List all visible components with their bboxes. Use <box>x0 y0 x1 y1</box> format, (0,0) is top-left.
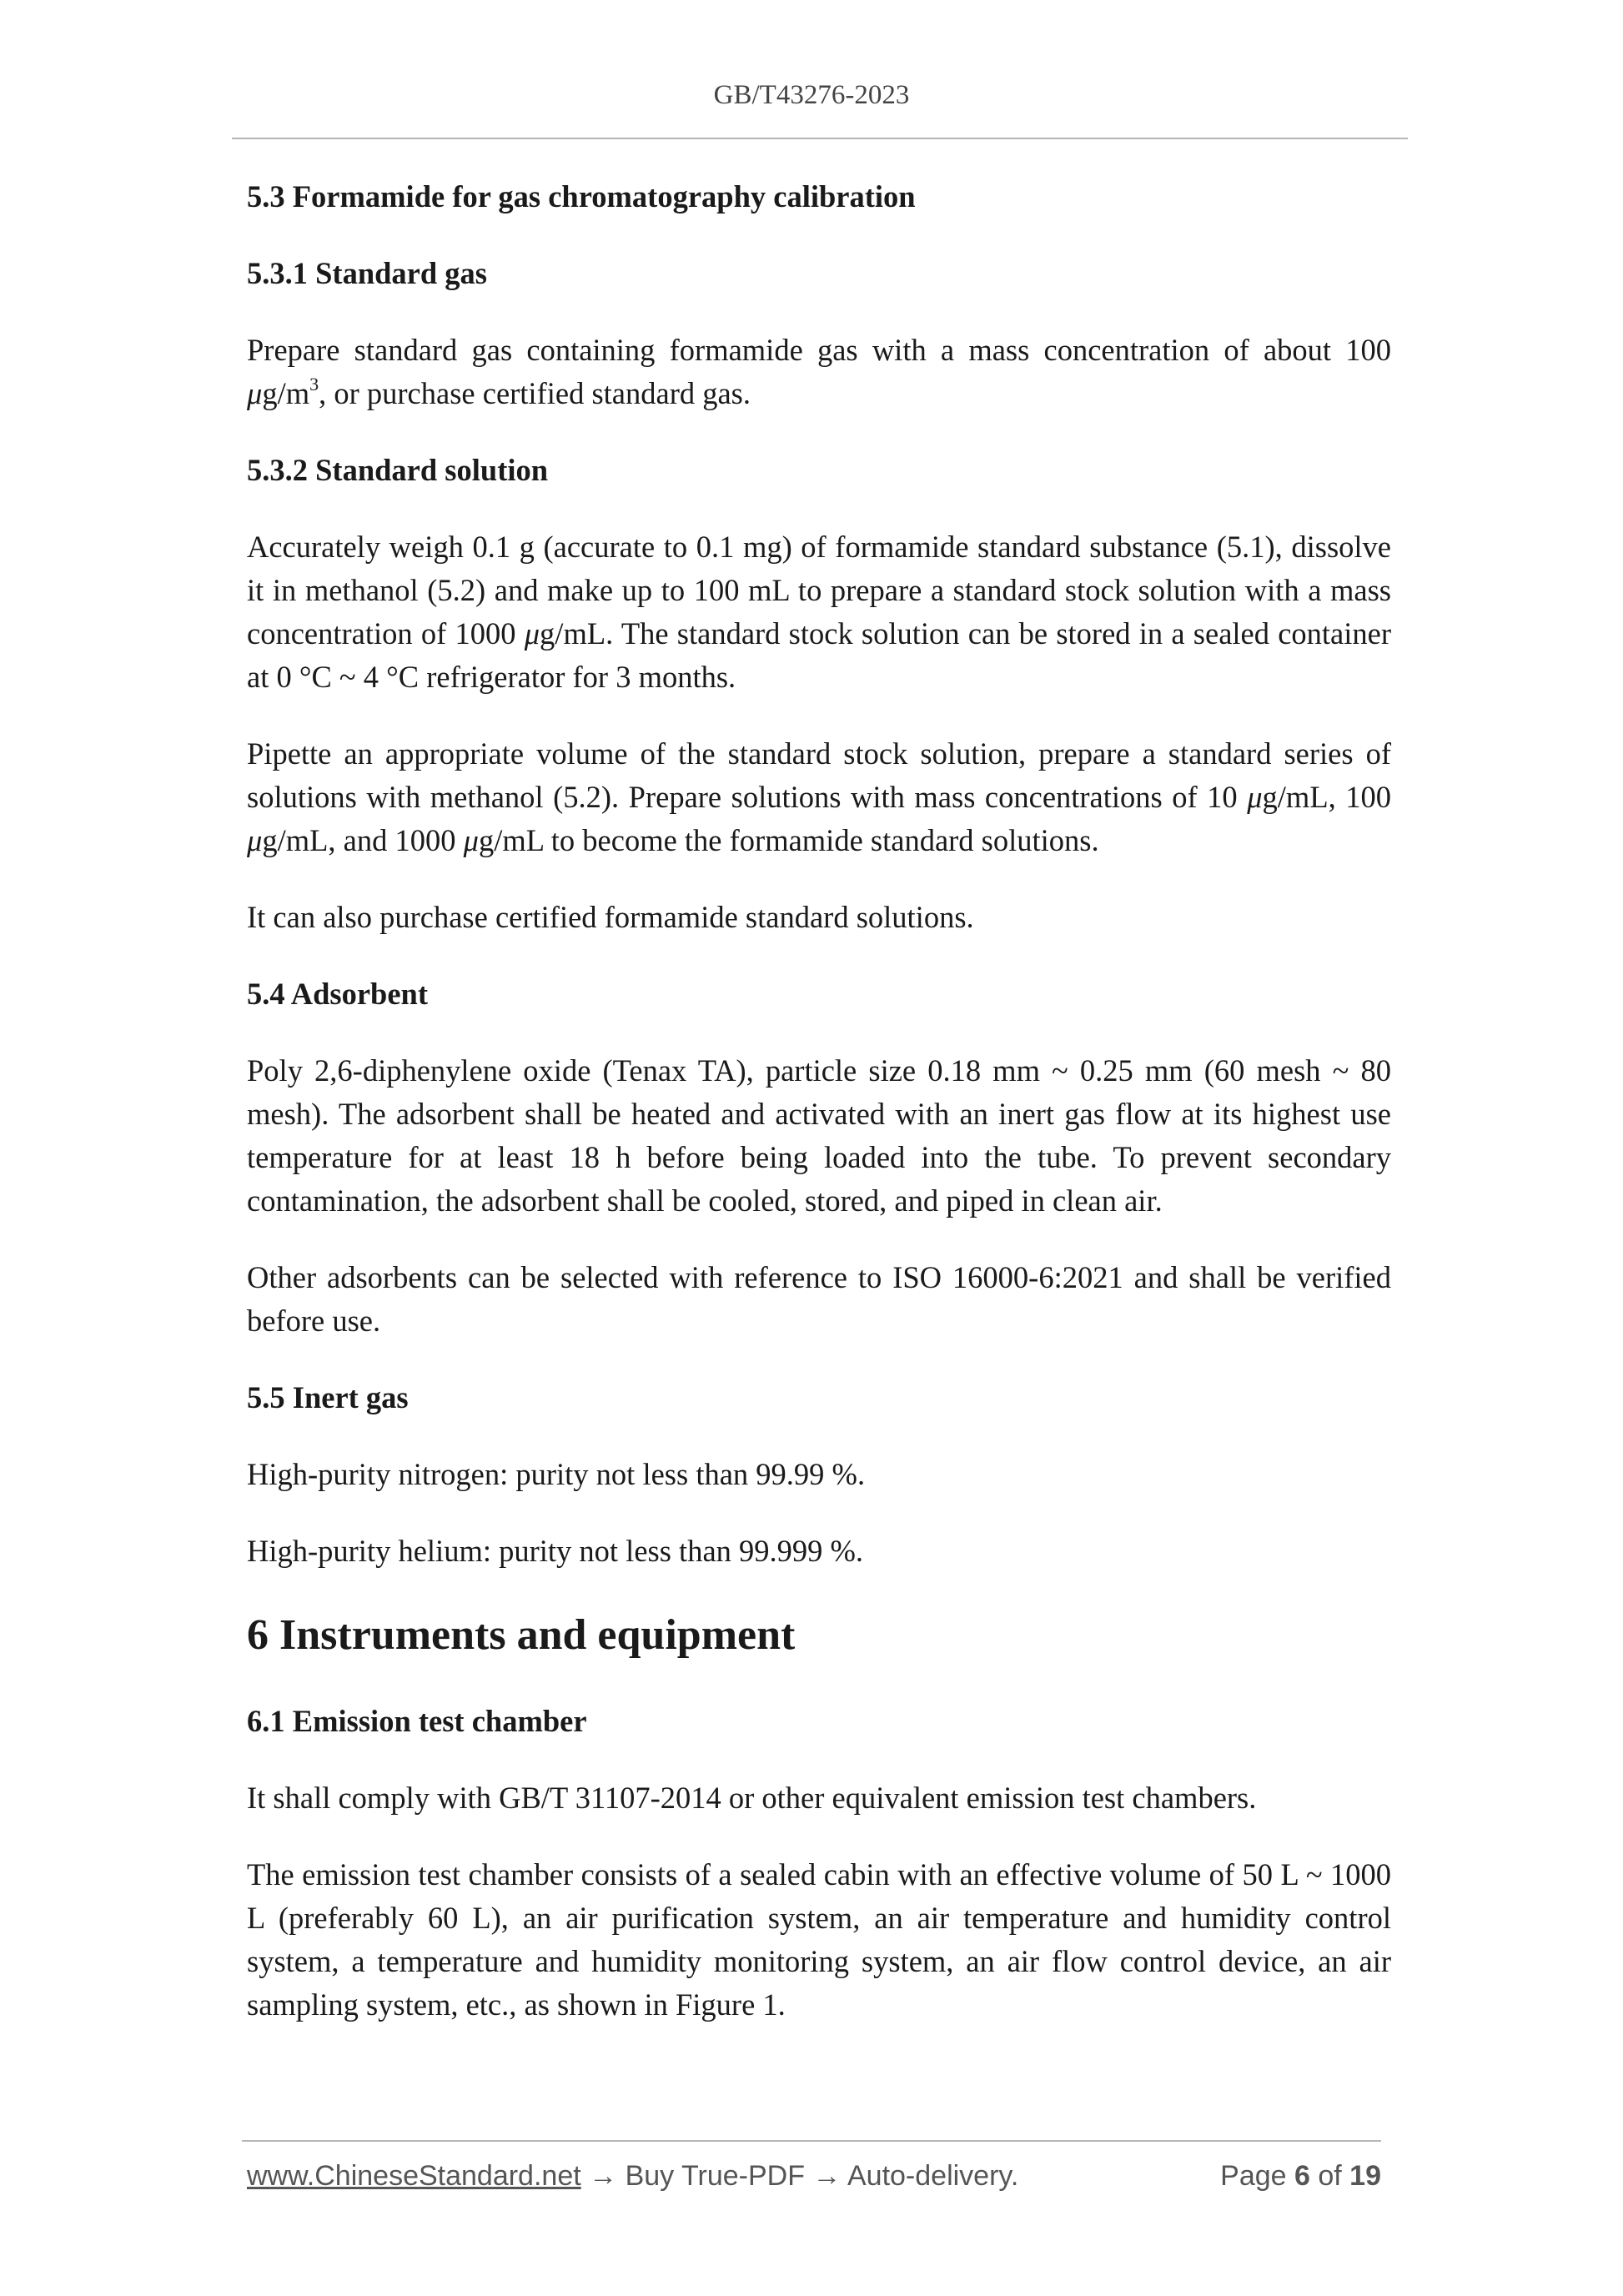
text-run: Pipette an appropriate volume of the standard stock solution, prepare a standard series of solutions with methanol (5.2). Prepare solutions with mass concentrations of 10 <box>247 736 1391 814</box>
header-divider <box>232 138 1408 139</box>
text-run: g/mL. The standard stock solution can be stored in a sealed container at 0 °C ~ 4 °C refrigerator for 3 months. <box>247 616 1391 694</box>
footer-tagline: → Buy True-PDF → Auto-delivery. <box>580 2160 1019 2192</box>
section-5-4-heading: 5.4 Adsorbent <box>247 977 429 1011</box>
section-5-3-2-paragraph-2 <box>247 732 1391 862</box>
page-number: 6 <box>1294 2160 1310 2192</box>
section-5-5-heading: 5.5 Inert gas <box>247 1380 409 1414</box>
mu-symbol: μ <box>524 616 540 651</box>
mu-symbol: μ <box>247 823 263 857</box>
section-6-heading: 6 Instruments and equipment <box>247 1611 796 1659</box>
document-body <box>247 175 1391 2060</box>
footer-divider <box>242 2140 1381 2142</box>
section-5-3-2-heading: 5.3.2 Standard solution <box>247 453 549 487</box>
page-footer <box>247 2160 1381 2193</box>
superscript: 3 <box>309 374 319 394</box>
section-6-1-paragraph-2: The emission test chamber consists of a sealed cabin with an effective volume of 50 L ~ 1000 L (preferably 60 L), an air purification system, an air temperature and humidity control system, a temperature and humidity monitoring system, an air flow control device, an air sampling system, etc., as shown in Figure 1. <box>247 1857 1391 2022</box>
text-run: , or purchase certified standard gas. <box>319 376 751 410</box>
section-6-1-heading: 6.1 Emission test chamber <box>247 1704 587 1738</box>
text-run: g/m <box>262 376 310 410</box>
page-indicator <box>1220 2160 1381 2193</box>
section-5-3-1-heading: 5.3.1 Standard gas <box>247 256 488 290</box>
page-total: 19 <box>1349 2160 1381 2192</box>
mu-symbol: μ <box>463 823 479 857</box>
text-run: Accurately weigh 0.1 g (accurate to 0.1 mg) of formamide standard substance (5.1), dissolve it in methanol (5.2) and make up to 100 mL to prepare a standard stock solution with a mass concentration of 1000 <box>247 530 1391 651</box>
text-run: Prepare standard gas containing formamide gas with a mass concentration of about 100 <box>247 333 1391 367</box>
section-5-5-paragraph-2: High-purity helium: purity not less than 99.999 %. <box>247 1534 864 1568</box>
section-5-3-2-paragraph-1 <box>247 525 1391 699</box>
page-label: Page <box>1220 2160 1294 2192</box>
mu-symbol: μ <box>1247 780 1263 814</box>
section-5-5-paragraph-1: High-purity nitrogen: purity not less than 99.99 %. <box>247 1457 866 1491</box>
of-label: of <box>1309 2160 1350 2192</box>
section-6-1-paragraph-1: It shall comply with GB/T 31107-2014 or other equivalent emission test chambers. <box>247 1781 1257 1815</box>
section-5-3-1-paragraph <box>247 329 1391 415</box>
section-5-4-paragraph-1: Poly 2,6-diphenylene oxide (Tenax TA), particle size 0.18 mm ~ 0.25 mm (60 mesh ~ 80 mesh). The adsorbent shall be heated and activated with an inert gas flow at its highest use temperature for at least 18 h before being loaded into the tube. To prevent secondary contamination, the adsorbent shall be cooled, stored, and piped in clean air. <box>247 1053 1391 1218</box>
document-code-header: GB/T43276-2023 <box>713 80 910 110</box>
text-run: g/mL, 100 <box>1262 780 1391 814</box>
section-5-3-heading: 5.3 Formamide for gas chromatography calibration <box>247 179 916 214</box>
mu-symbol: μ <box>247 376 263 410</box>
text-run: g/mL to become the formamide standard solutions. <box>478 823 1099 857</box>
text-run: g/mL, and 1000 <box>262 823 464 857</box>
section-5-3-2-paragraph-3: It can also purchase certified formamide standard solutions. <box>247 900 974 934</box>
section-5-4-paragraph-2: Other adsorbents can be selected with reference to ISO 16000-6:2021 and shall be verified before use. <box>247 1260 1391 1338</box>
website-link[interactable]: www.ChineseStandard.net <box>247 2160 581 2192</box>
